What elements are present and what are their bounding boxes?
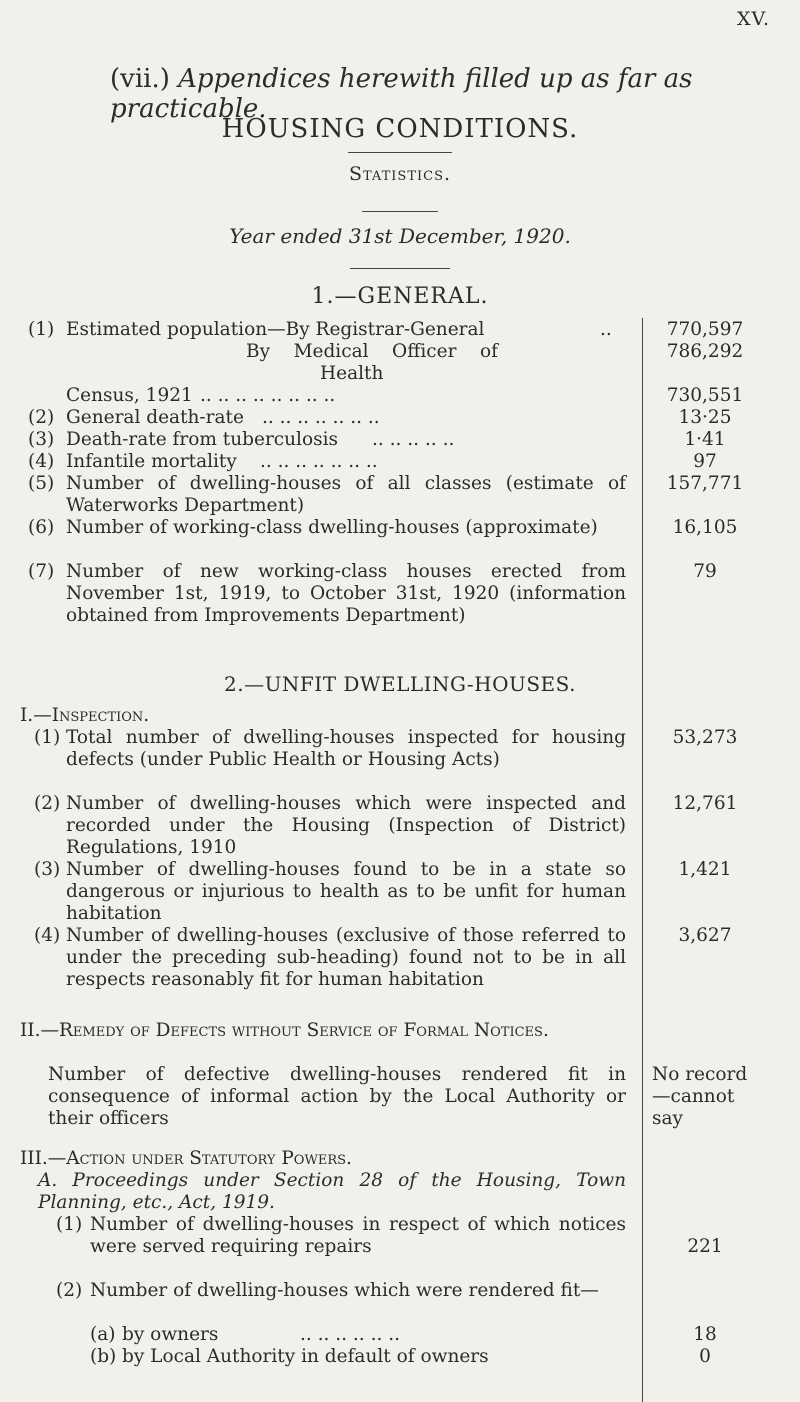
appendix-title: Appendices herewith filled up as far as practicable. [110, 64, 693, 124]
item-value: 13·25 [678, 407, 732, 428]
item-text: Total number of dwelling-houses inspected for housing defects (under Public Health or Housing Acts) [66, 727, 626, 770]
item-value: 0 [699, 1346, 711, 1367]
item-value: 3,627 [678, 925, 732, 946]
item-text: Infantile mortality [66, 451, 237, 472]
item-text: Number of dwelling-houses which were rendered fit— [90, 1280, 599, 1301]
item-text: Number of dwelling-houses which were inspected and recorded under the Housing (Inspection of District) Regulations, 1910 [66, 793, 626, 858]
item-value: 770,597 [666, 319, 744, 340]
item-text: Number of working-class dwelling-houses (approximate) [66, 517, 598, 538]
item-number: (1) [34, 727, 61, 748]
item-number: (a) [90, 1324, 116, 1345]
year-heading: Year ended 31st December, 1920. [229, 224, 571, 248]
item-text: Death-rate from tuberculosis [66, 429, 339, 450]
item-number: (1) [28, 319, 55, 340]
item-number: (7) [28, 561, 55, 582]
leader-dots: .. .. .. .. .. [372, 429, 455, 450]
item-number: (5) [28, 473, 55, 494]
item-value: 1·41 [684, 429, 726, 450]
item-value: 730,551 [666, 385, 744, 406]
item-value: 79 [693, 561, 717, 582]
item-value: No record —cannot say [652, 1064, 748, 1129]
item-text: Number of dwelling-houses of all classes (estimate of Waterworks Department) [66, 473, 626, 516]
item-text: Health [320, 363, 384, 384]
item-value: 1,421 [678, 859, 732, 880]
item-text: by owners [122, 1324, 219, 1345]
appendix-number: (vii.) [110, 64, 170, 94]
item-value: 786,292 [666, 341, 744, 362]
leader-dots: .. [600, 319, 612, 340]
item-number: (4) [34, 925, 61, 946]
item-value: 221 [687, 1236, 723, 1257]
leader-dots: .. .. .. .. .. .. .. [260, 451, 378, 472]
column-rule [642, 318, 643, 1402]
item-text: Number of defective dwelling-houses rendered fit in consequence of informal action by the Local Authority or their officers [48, 1064, 626, 1129]
item-text: General death-rate [66, 407, 244, 428]
item-value: 157,771 [666, 473, 744, 494]
item-text: By Medical Officer of [246, 341, 498, 362]
page-title: HOUSING CONDITIONS. [221, 114, 579, 144]
remedy-heading: II.—Remedy of Defects without Service of Formal Notices. [20, 1020, 549, 1041]
item-number: (2) [34, 793, 61, 814]
leader-dots: .. .. .. .. .. .. [300, 1324, 400, 1345]
item-value: 12,761 [672, 793, 738, 814]
item-text: by Local Authority in default of owners [122, 1346, 489, 1367]
divider [362, 211, 438, 212]
item-number: (2) [56, 1280, 83, 1301]
item-text: Census, 1921 [66, 385, 193, 406]
item-number: (1) [56, 1214, 83, 1235]
item-text: Number of dwelling-houses found to be in a state so dangerous or injurious to health as to be unfit for human habitation [66, 859, 626, 924]
item-value: 16,105 [672, 517, 738, 538]
divider [348, 152, 452, 153]
item-value: 53,273 [672, 727, 738, 748]
item-text: Number of new working-class houses erected from November 1st, 1919, to October 31st, 1920 (information obtained from Improvements Department) [66, 561, 626, 626]
divider [350, 268, 450, 269]
item-number: (3) [28, 429, 55, 450]
item-text: Estimated population—By Registrar-General [66, 319, 485, 340]
item-number: (b) [90, 1346, 117, 1367]
inspection-heading: I.—Inspection. [20, 705, 150, 726]
item-number: (2) [28, 407, 55, 428]
item-number: (3) [34, 859, 61, 880]
item-text: Number of dwelling-houses (exclusive of those referred to under the preceding sub-heading) found not to be in all respects reasonably fit for human habitation [66, 925, 626, 990]
item-number: (6) [28, 517, 55, 538]
item-number: (4) [28, 451, 55, 472]
item-text: Number of dwelling-houses in respect of which notices were served requiring repairs [90, 1214, 626, 1257]
action-heading: III.—Action under Statutory Powers. [20, 1148, 352, 1169]
general-heading: 1.—GENERAL. [311, 284, 489, 309]
statistics-heading: Statistics. [348, 163, 452, 185]
leader-dots: .. .. .. .. .. .. .. .. [200, 385, 336, 406]
item-value: 18 [693, 1324, 717, 1345]
unfit-heading: 2.—UNFIT DWELLING-HOUSES. [223, 672, 576, 696]
page-number: XV. [737, 8, 770, 30]
leader-dots: .. .. .. .. .. .. .. [262, 407, 380, 428]
proceedings-a-heading: A. Proceedings under Section 28 of the Housing, Town Planning, etc., Act, 1919. [38, 1170, 626, 1213]
item-value: 97 [693, 451, 717, 472]
